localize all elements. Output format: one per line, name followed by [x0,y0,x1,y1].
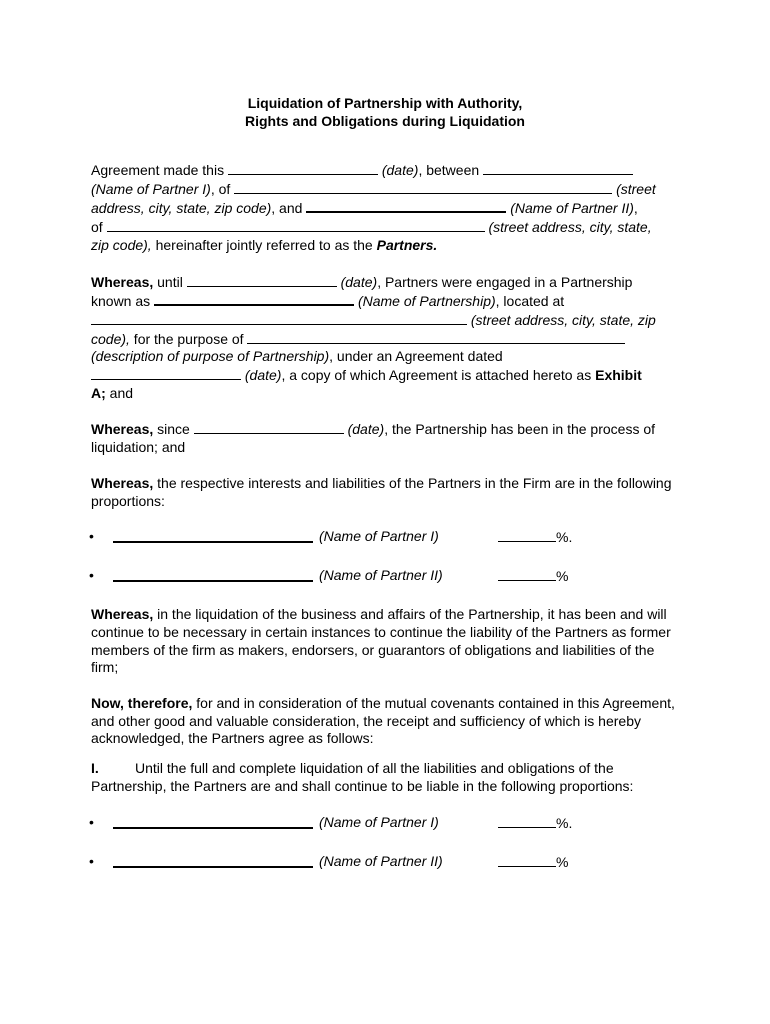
list-item [91,814,683,832]
address-hint-part: (street [616,180,656,197]
whereas-label: Whereas, [91,606,154,623]
address-hint-part: zip code), [91,236,152,253]
address-hint-part: (street address, city, state, [488,219,652,236]
partner-hint: (Name of Partner I) [319,813,439,830]
list-item [91,853,683,871]
proportions-list-1 [91,528,683,585]
percent-field [498,814,572,833]
partner-name-blank[interactable] [113,814,313,829]
partner-hint: (Name of Partner II) [319,567,443,584]
agreement-date-blank[interactable] [91,366,241,380]
text: in the liquidation of the business and affairs of the Partnership, it has been and will continue to be necessary in certain instances to continue the liability of the Partners as former members of the firm as makers, endorsers, or guarantors of obligations and liabilities of the firm; [91,606,671,676]
partnership-name-hint: (Name of Partnership) [357,293,496,310]
whereas-label: Whereas, [91,273,154,290]
intro-paragraph [91,161,683,255]
address-hint-part: address, city, state, zip code) [91,200,272,217]
percent-sign: % [556,853,569,870]
partner-2-name-blank[interactable] [306,198,506,213]
bullet-icon: • [89,852,94,869]
bullet-icon: • [89,528,94,545]
percent-blank[interactable] [498,814,556,828]
text: until [153,273,187,290]
whereas-paragraph-3 [91,475,683,510]
text: , of [210,180,231,197]
partner-hint: (Name of Partner II) [319,852,443,869]
text: and [105,384,134,401]
partner-name-blank[interactable] [113,853,313,868]
date-blank[interactable] [194,420,344,434]
clause-number: I. [91,760,99,777]
proportions-list-2 [91,814,683,871]
purpose-blank[interactable] [247,330,625,344]
whereas-label: Whereas, [91,474,154,491]
percent-field [498,853,568,872]
whereas-paragraph-1 [91,273,683,403]
document-body [91,161,683,892]
list-item [91,567,683,585]
percent-sign: % [556,568,569,585]
date-hint: (date) [347,421,385,438]
text: , and [271,200,303,217]
whereas-label: Whereas, [91,421,154,438]
text: , located at [495,293,565,310]
now-therefore-label: Now, therefore, [91,695,193,712]
whereas-paragraph-4 [91,606,683,677]
date-hint: (date) [244,367,282,384]
title-line-1: Liquidation of Partnership with Authority, [247,95,523,111]
purpose-hint: (description of purpose of Partnership) [91,348,330,365]
clause-one-paragraph [91,760,683,795]
address-hint-part: (street address, city, state, zip [470,311,656,328]
text: , the Partnership has been in the process of liquidation; and [91,421,656,456]
percent-blank[interactable] [498,528,556,542]
percent-field [498,567,568,586]
bullet-icon: • [89,567,94,584]
partner-name-blank[interactable] [113,567,313,582]
partners-term: Partners. [376,236,438,253]
title-line-2: Rights and Obligations during Liquidation [245,113,525,129]
partner-1-name-blank[interactable] [483,161,633,175]
date-blank[interactable] [187,273,337,287]
text: known as [91,293,151,310]
partner-2-address-blank[interactable] [107,218,485,232]
text: , between [418,162,480,178]
text: Until the full and complete liquidation of all the liabilities and obligations of the Partnership, the Partners are and shall continue to be liable in the following proportions: [91,760,634,794]
text: Agreement made this [91,162,225,178]
partner-2-hint: (Name of Partner II) [510,200,634,217]
exhibit-label: A; [91,384,106,401]
percent-sign: %. [556,529,573,546]
partner-1-address-blank[interactable] [234,180,612,194]
now-therefore-paragraph [91,695,683,748]
text: for and in consideration of the mutual covenants contained in this Agreement, and other good and valuable consideration, the receipt and sufficiency of which is hereby acknowledged, the Partners agree as follows: [91,695,675,747]
text: , Partners were engaged in a Partnership [377,273,633,290]
percent-blank[interactable] [498,567,556,581]
exhibit-label: Exhibit [595,367,642,384]
text: , [633,200,638,217]
text: of [91,219,103,236]
text: , under an Agreement dated [329,348,503,365]
percent-field [498,528,572,547]
address-hint-part: code), [91,330,130,347]
text: for the purpose of [129,330,248,347]
text: the respective interests and liabilities of the Partners in the Firm are in the following proportions: [91,474,672,509]
partner-1-hint: (Name of Partner I) [91,180,211,197]
date-hint: (date) [340,273,378,290]
partner-name-blank[interactable] [113,528,313,543]
partner-hint: (Name of Partner I) [319,528,439,545]
partnership-address-blank[interactable] [91,311,467,325]
whereas-paragraph-2 [91,420,683,456]
date-hint: (date) [381,162,419,178]
date-blank[interactable] [228,161,378,175]
text: hereinafter jointly referred to as the [151,236,377,253]
text: since [153,421,194,438]
percent-sign: %. [556,814,573,831]
bullet-icon: • [89,813,94,830]
partnership-name-blank[interactable] [154,291,354,306]
text: , a copy of which Agreement is attached hereto as [281,367,596,384]
list-item [91,528,683,546]
percent-blank[interactable] [498,853,556,867]
document-title [0,94,770,130]
